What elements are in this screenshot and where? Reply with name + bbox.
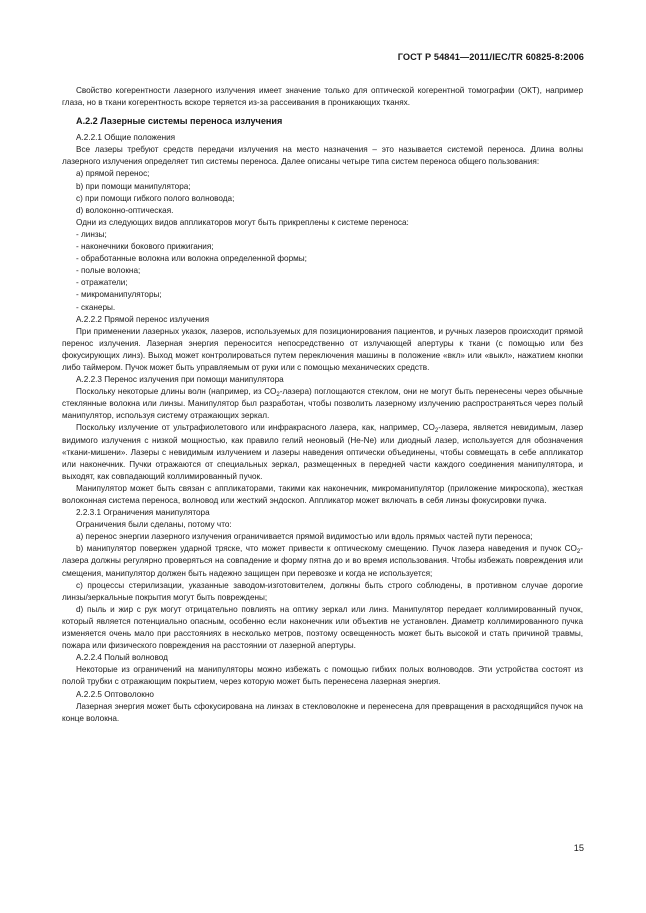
section-heading-a22: А.2.2 Лазерные системы переноса излучения bbox=[76, 116, 283, 127]
subsection-heading-a225: А.2.2.5 Оптоволокно bbox=[76, 689, 154, 699]
page-content bbox=[62, 85, 583, 725]
subsection-heading-a224: А.2.2.4 Полый волновод bbox=[76, 653, 168, 663]
limit-item-c: с) процессы стерилизации, указанные заводом-изготовителем, должны быть строго соблюдены, в противном случае дорогие линзы/зеркальные покрытия могут быть повреждены; bbox=[62, 580, 583, 602]
applicators-paragraph: Одни из следующих видов аппликаторов могут быть прикреплены к системе переноса: bbox=[76, 217, 409, 227]
subsection-heading-a222: А.2.2.2 Прямой перенос излучения bbox=[76, 314, 210, 324]
limit-item-a: а) перенос энергии лазерного излучения ограничивается прямой видимостью или вдоль прямых частей пути переноса; bbox=[76, 532, 533, 542]
list-item-applicator: - линзы; bbox=[76, 229, 107, 239]
subsection-heading-a2231: 2.2.3.1 Ограничения манипулятора bbox=[76, 508, 210, 518]
subsection-heading-a221: А.2.2.1 Общие положения bbox=[76, 133, 176, 143]
list-item-type: с) при помощи гибкого полого волновода; bbox=[76, 193, 235, 203]
general-paragraph: Все лазеры требуют средств передачи излучения на место назначения – это называется системой переноса. Длина волны лазерного излучения определяет тип системы переноса. Далее описаны четыре типа систем переноса общего пользования: bbox=[62, 145, 583, 167]
list-item-type: d) волоконно-оптическая. bbox=[76, 205, 174, 215]
subsection-heading-a223: А.2.2.3 Перенос излучения при помощи манипулятора bbox=[76, 375, 284, 385]
list-item-applicator: - сканеры. bbox=[76, 302, 116, 312]
limits-paragraph: Ограничения были сделаны, потому что: bbox=[76, 520, 232, 530]
list-item-applicator: - отражатели; bbox=[76, 278, 128, 288]
list-item-applicator: - микроманипуляторы; bbox=[76, 290, 162, 300]
limit-item-b: b) манипулятор повержен ударной тряске, что может привести к оптическому смещению. Пучок лазера наведения и пучок $CO_2$-лазера должны регулярно проверяться на совпадение и форму пятна до и во время использования. Чтобы избежать повреждения или смещения, манипулятор должен быть надежно защищен при перевозке и когда не используется; bbox=[62, 544, 583, 578]
document-header: ГОСТ Р 54841—2011/IEC/TR 60825-8:2006 bbox=[397, 52, 584, 62]
manipulator-paragraph-1: Поскольку некоторые длины волн (например, из $CO_2-лазера$) поглощаются стеклом, они не могут быть перенесены через обычные стеклянные волокна или линзы. Манипулятор был разработан, чтобы позволить лазерному излучению распространяться через полый манипулятор, используя систему отражающих зеркал. bbox=[62, 387, 583, 421]
direct-transfer-paragraph: При применении лазерных указок, лазеров, используемых для позиционирования пациентов, и ручных лазеров происходит прямой перенос излучения. Лазерная энергия переносится непосредственно от излучающей апертуры к ткани (с помощью или без фокусирующих линз). Выход может контролироваться путем переключения машины в положение «вкл» или «выкл», нажатием кнопки либо таймером. Пучок может быть управляемым от руки или с помощью механических средств. bbox=[62, 326, 583, 372]
manipulator-paragraph-3: Манипулятор может быть связан с аппликаторами, такими как наконечник, микроманипулятор (приложение микроскопа), жесткая волоконная система переноса, волновод или жесткий эндоскоп. Аппликатор может включать в себя линзы фокусировки пучка. bbox=[62, 483, 583, 505]
hollow-waveguide-paragraph: Некоторые из ограничений на манипуляторы можно избежать с помощью гибких полых волноводов. Эти устройства состоят из полой трубки с отражающим покрытием, через которую может быть перенесена лазерная энергия. bbox=[62, 665, 583, 687]
manipulator-paragraph-2: Поскольку излучение от ультрафиолетового или инфракрасного лазера, как, например, $CO_2$-лазера, является невидимым, лазер видимого излучения с низкой мощностью, как правило гелий неоновый (He-Ne) или диодный лазер, используется для обозначения «ткани-мишени». Лазеры с невидимым излучением и лазеры наведения оптически объединены, чтобы совмещать в себе аппликатор или наконечник. Пучки отражаются от специальных зеркал, размещенных в передней части каждого соединения манипулятора, и выходят, как совпадающий коллимированный пучок. bbox=[62, 423, 584, 481]
fiber-paragraph: Лазерная энергия может быть сфокусирована на линзах в стекловолокне и перенесена для превращения в расходящийся пучок на конце волокна. bbox=[62, 701, 583, 723]
list-item-type: а) прямой перенос; bbox=[76, 169, 150, 179]
list-item-type: b) при помощи манипулятора; bbox=[76, 181, 191, 191]
limit-item-d: d) пыль и жир с рук могут отрицательно повлиять на оптику зеркал или линз. Манипулятор передает коллимированный пучок, который является потенциально опасным, особенно если наконечник или объектив не установлен. Диаметр коллимированного пучка изменяется очень мало при расстояниях в несколько метров, поэтому освещенность может быть высокой и стать причиной травмы, пожара или физического повреждения на расстоянии от лазерной апертуры. bbox=[62, 604, 583, 651]
intro-paragraph: Свойство когерентности лазерного излучения имеет значение только для оптической когерентной томографии (ОКТ), например глаза, но в ткани когерентность вскоре теряется из-за рассеивания в проникающих тканях. bbox=[62, 86, 583, 108]
list-item-applicator: - наконечники бокового прижигания; bbox=[76, 242, 214, 252]
list-item-applicator: - полые волокна; bbox=[76, 266, 141, 276]
page-number: 15 bbox=[573, 843, 584, 853]
list-item-applicator: - обработанные волокна или волокна определенной формы; bbox=[76, 254, 307, 264]
